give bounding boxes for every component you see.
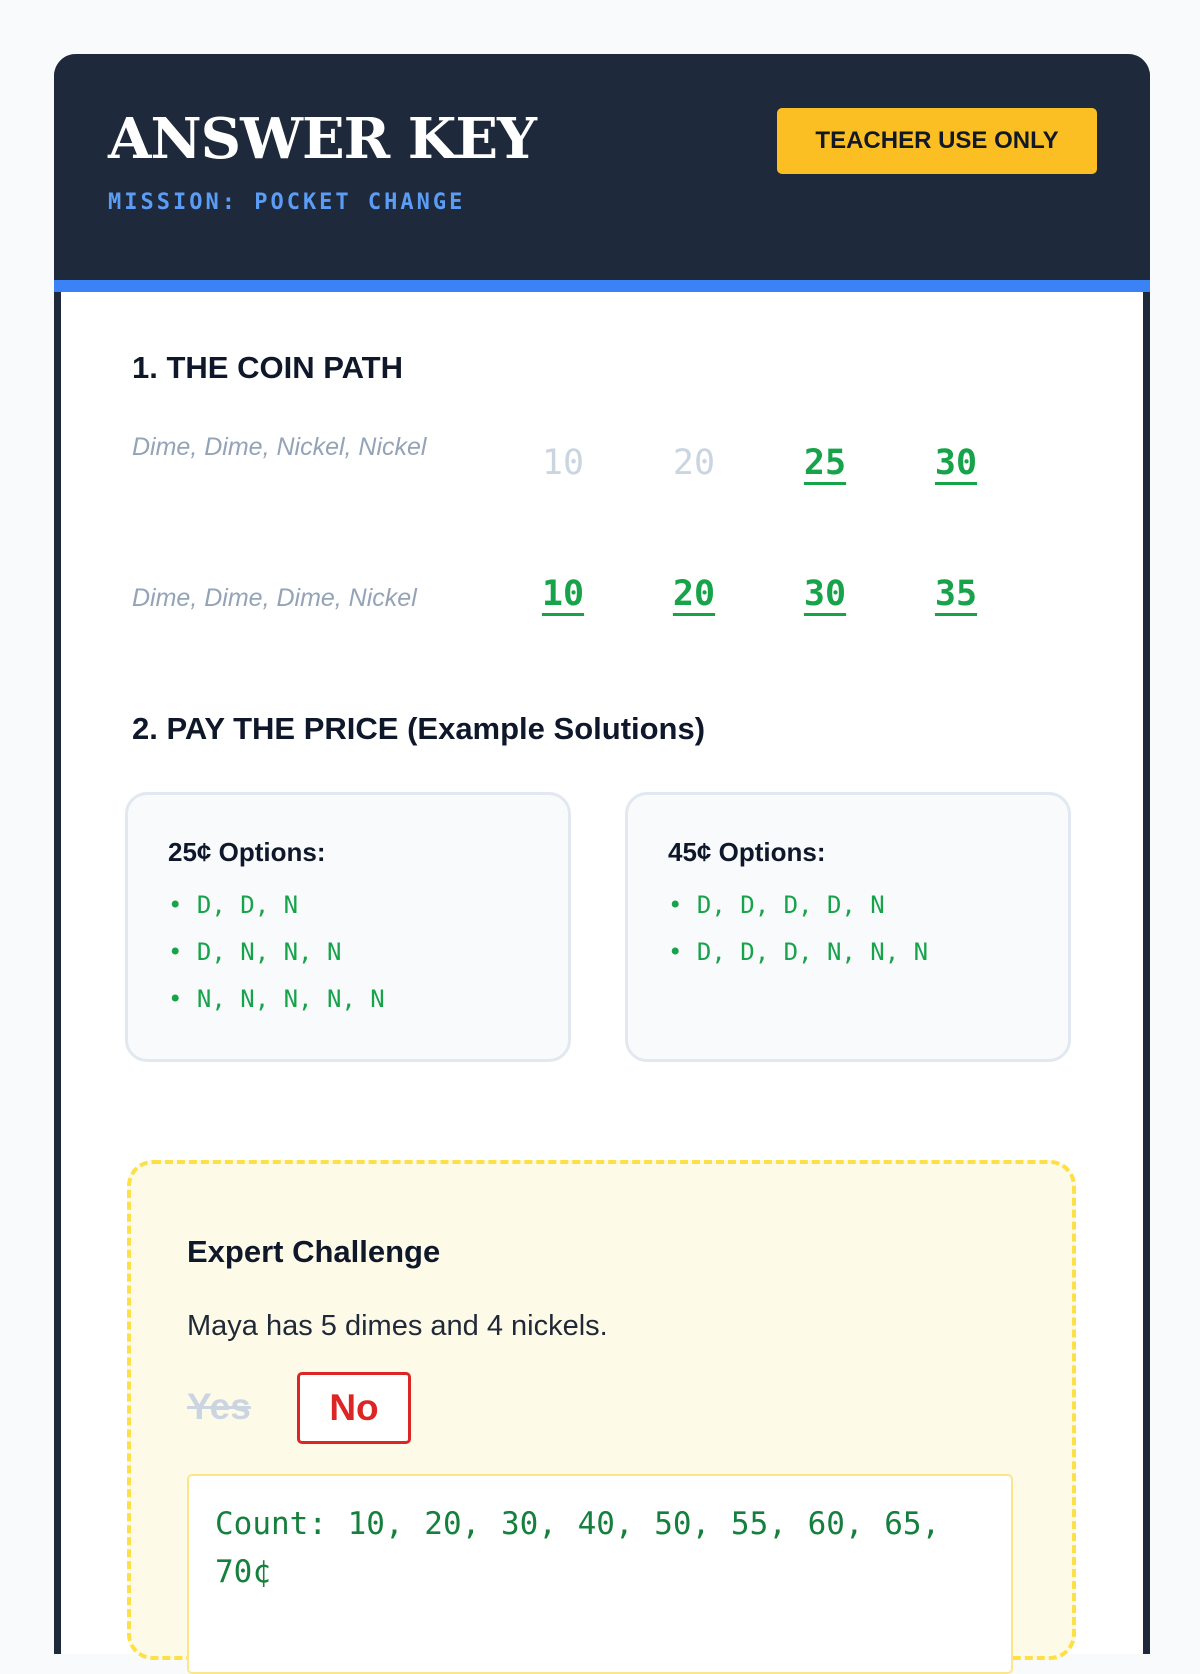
coin-path-label: Dime, Dime, Nickel, Nickel: [132, 433, 427, 461]
coin-path-answer: 35: [934, 574, 978, 614]
coin-path-answer: 25: [803, 443, 847, 483]
expert-challenge-box: [127, 1160, 1076, 1660]
coin-path-row: [132, 558, 1082, 648]
coin-path-answer: 10: [541, 574, 585, 614]
teacher-use-badge: TEACHER USE ONLY: [777, 108, 1097, 174]
option-item: • D, N, N, N: [168, 938, 342, 966]
options-title: 45¢ Options:: [668, 837, 826, 867]
coin-path-answer: 20: [672, 574, 716, 614]
challenge-title: Expert Challenge: [187, 1234, 441, 1269]
page-subtitle: MISSION: POCKET CHANGE: [108, 190, 466, 215]
options-45-box: [625, 792, 1071, 1062]
coin-path-row: [132, 427, 1082, 517]
section-coin-path-title: 1. THE COIN PATH: [132, 350, 403, 385]
option-item: • D, D, D, N, N, N: [668, 938, 929, 966]
header: [54, 54, 1150, 292]
options-25-box: [125, 792, 571, 1062]
options-title: 25¢ Options:: [168, 837, 326, 867]
coin-path-answer: 30: [803, 574, 847, 614]
coin-path-value: 10: [541, 443, 585, 483]
option-item: • D, D, D, D, N: [668, 891, 885, 919]
option-item: • D, D, N: [168, 891, 299, 919]
page-title: ANSWER KEY: [108, 106, 537, 172]
section-pay-price-title: 2. PAY THE PRICE (Example Solutions): [132, 711, 706, 746]
challenge-question: Maya has 5 dimes and 4 nickels.: [187, 1310, 608, 1342]
coin-path-label: Dime, Dime, Dime, Nickel: [132, 584, 417, 612]
yes-option: Yes: [187, 1386, 251, 1427]
count-explanation: Count: 10, 20, 30, 40, 50, 55, 60, 65, 70¢: [187, 1474, 1013, 1674]
coin-path-value: 20: [672, 443, 716, 483]
coin-path-answer: 30: [934, 443, 978, 483]
no-answer: No: [297, 1372, 411, 1444]
option-item: • N, N, N, N, N: [168, 985, 385, 1013]
